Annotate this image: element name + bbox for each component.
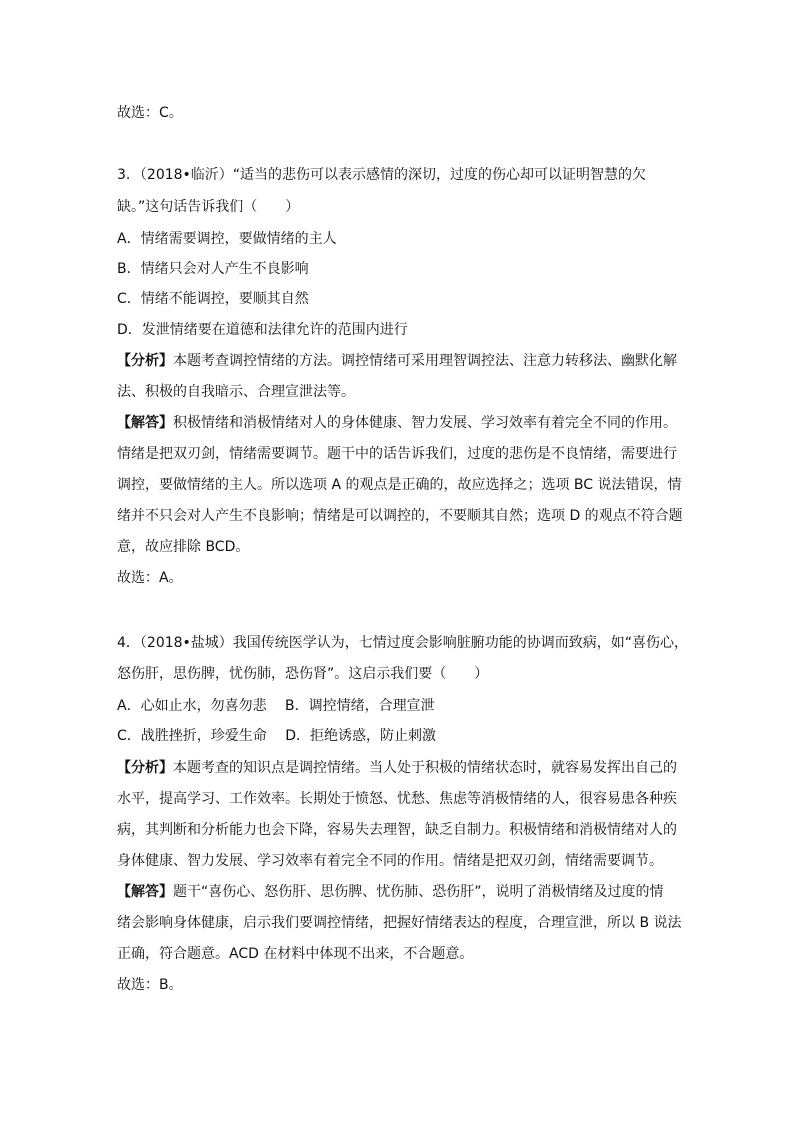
solution-tag: 【解答】 — [117, 884, 173, 900]
q3-analysis-line-1 — [117, 352, 687, 370]
q3-solution-line-5: 意，故应排除 BCD。 — [117, 539, 250, 555]
analysis-text: 本题考查调控情绪的方法。调控情绪可采用理智调控法、注意力转移法、幽默化解 — [173, 353, 677, 369]
q4-options-row-1: A．心如止水，勿喜勿悲 B．调控情绪，合理宣泄 — [117, 698, 435, 714]
q3-solution-line-1 — [117, 414, 687, 432]
analysis-text: 本题考查的知识点是调控情绪。当人处于积极的情绪状态时，就容易发挥出自己的 — [173, 760, 677, 776]
q4-stem-line-1: 4．（2018•盐城）我国传统医学认为，七情过度会影响脏腑功能的协调而致病，如“喜伤心， — [117, 635, 689, 651]
q3-option-c: C．情绪不能调控，要顺其自然 — [117, 291, 309, 307]
q4-solution-line-3: 正确，符合题意。ACD 在材料中体现不出来，不合题意。 — [117, 946, 474, 962]
q3-solution-line-2: 情绪是把双刃剑，情绪需要调节。题干中的话告诉我们，过度的悲伤是不良情绪，需要进行 — [117, 446, 677, 462]
q4-analysis-line-2: 水平，提高学习、工作效率。长期处于愤怒、忧愁、焦虑等消极情绪的人，很容易患各种疾 — [117, 791, 677, 807]
q4-analysis-line-3: 病，其判断和分析能力也会下降，容易失去理智，缺乏自制力。积极情绪和消极情绪对人的 — [117, 822, 677, 838]
q3-solution-line-3: 调控，要做情绪的主人。所以选项 A 的观点是正确的，故应选择之；选项 BC 说法错误，情 — [117, 477, 682, 493]
q3-analysis-line-2: 法、积极的自我暗示、合理宣泄法等。 — [117, 384, 355, 400]
solution-text: 积极情绪和消极情绪对人的身体健康、智力发展、学习效率有着完全不同的作用。 — [173, 415, 677, 431]
q4-analysis-line-4: 身体健康、智力发展、学习效率有着完全不同的作用。情绪是把双刃剑，情绪需要调节。 — [117, 853, 663, 869]
q3-option-a: A．情绪需要调控，要做情绪的主人 — [117, 231, 337, 247]
q3-option-b: B．情绪只会对人产生不良影响 — [117, 261, 309, 277]
q3-stem-line-1: 3．（2018•临沂）“适当的悲伤可以表示感情的深切，过度的伤心却可以证明智慧的欠 — [117, 167, 647, 183]
prev-answer: 故选：C。 — [117, 105, 183, 121]
q3-stem-line-2: 缺。”这句话告诉我们（ ） — [117, 199, 300, 215]
q4-stem-line-2: 怒伤肝，思伤脾，忧伤肺，恐伤肾”。这启示我们要（ ） — [117, 666, 489, 682]
q3-answer: 故选：A。 — [117, 570, 183, 586]
q4-analysis-line-1 — [117, 759, 687, 777]
q4-options-row-2: C．战胜挫折，珍爱生命 D．拒绝诱惑，防止刺激 — [117, 728, 437, 744]
q4-answer: 故选：B。 — [117, 977, 183, 993]
q4-solution-line-1 — [117, 883, 687, 901]
analysis-tag: 【分析】 — [117, 353, 173, 369]
q3-solution-line-4: 绪并不只会对人产生不良影响；情绪是可以调控的，不要顺其自然；选项 D 的观点不符合题 — [117, 508, 683, 524]
solution-tag: 【解答】 — [117, 415, 173, 431]
solution-text: 题干“喜伤心、怒伤肝、思伤脾、忧伤肺、恐伤肝”，说明了消极情绪及过度的情 — [173, 884, 664, 900]
q3-option-d: D．发泄情绪要在道德和法律允许的范围内进行 — [117, 322, 408, 338]
analysis-tag: 【分析】 — [117, 760, 173, 776]
q4-solution-line-2: 绪会影响身体健康，启示我们要调控情绪，把握好情绪表达的程度，合理宣泄，所以 B 说法 — [117, 915, 682, 931]
